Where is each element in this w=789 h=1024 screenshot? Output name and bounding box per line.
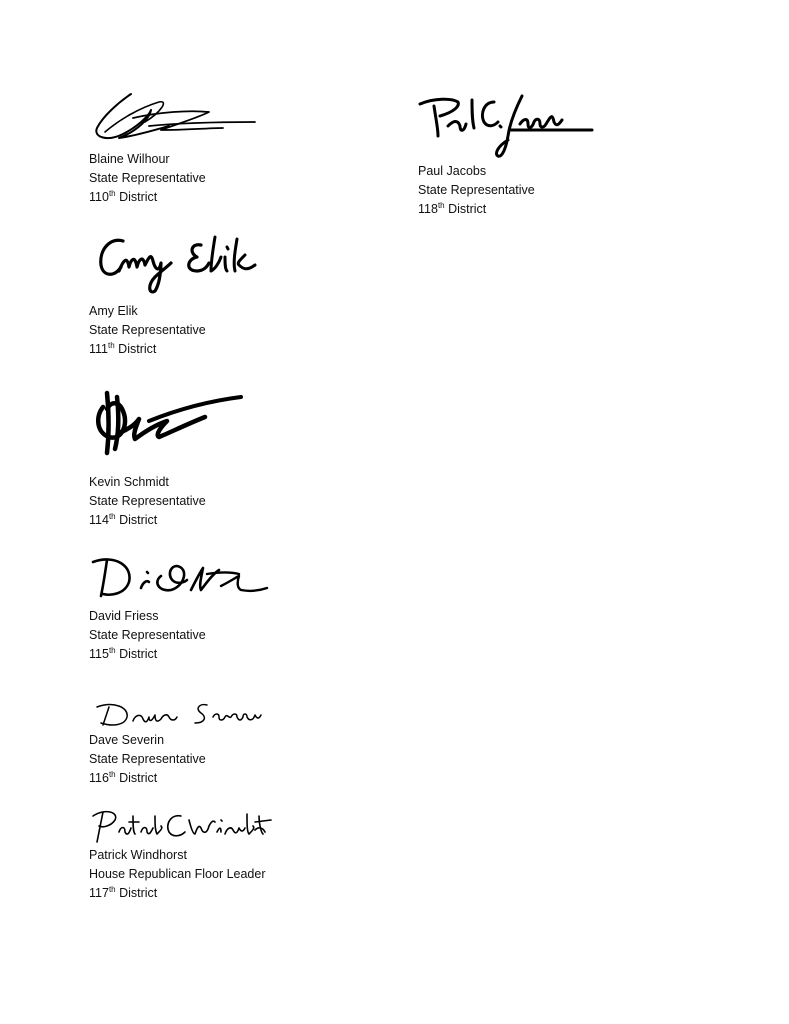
signer-title: State Representative <box>89 493 206 508</box>
signer-name: Dave Severin <box>89 733 165 747</box>
signature-dave-severin <box>89 695 264 731</box>
signer-title: State Representative <box>89 322 206 337</box>
signer-title: State Representative <box>89 627 206 642</box>
signature-kevin-schmidt <box>89 387 249 473</box>
signer-name: Patrick Windhorst <box>89 848 187 862</box>
signer-name: Paul Jacobs <box>418 164 487 178</box>
signature-patrick-windhorst <box>89 806 274 846</box>
signer-title: State Representative <box>89 751 206 766</box>
signer-name: Amy Elik <box>89 304 138 318</box>
signer-title: State Representative <box>418 182 535 197</box>
signer-district: 115th District <box>89 645 158 661</box>
signature-block-david-friess <box>89 552 349 663</box>
signature-david-friess <box>89 552 269 607</box>
signature-blaine-wilhour <box>89 92 259 150</box>
signature-block-amy-elik <box>89 229 349 358</box>
signer-district: 118th District <box>418 200 487 216</box>
signer-title: House Republican Floor Leader <box>89 866 266 881</box>
signature-block-patrick-windhorst <box>89 806 349 902</box>
signature-block-paul-jacobs <box>418 92 678 218</box>
signature-block-kevin-schmidt <box>89 387 349 529</box>
signer-district: 117th District <box>89 884 158 900</box>
signer-district: 116th District <box>89 769 158 785</box>
signer-district: 110th District <box>89 188 158 204</box>
signature-paul-jacobs <box>418 92 598 162</box>
signer-title: State Representative <box>89 170 206 185</box>
signer-district: 111th District <box>89 340 157 356</box>
signer-name: Blaine Wilhour <box>89 152 170 166</box>
signer-name: David Friess <box>89 609 159 623</box>
signer-name: Kevin Schmidt <box>89 475 169 489</box>
signature-amy-elik <box>89 229 264 302</box>
signer-district: 114th District <box>89 511 158 527</box>
signature-block-dave-severin <box>89 695 349 787</box>
signature-block-blaine-wilhour <box>89 92 349 206</box>
